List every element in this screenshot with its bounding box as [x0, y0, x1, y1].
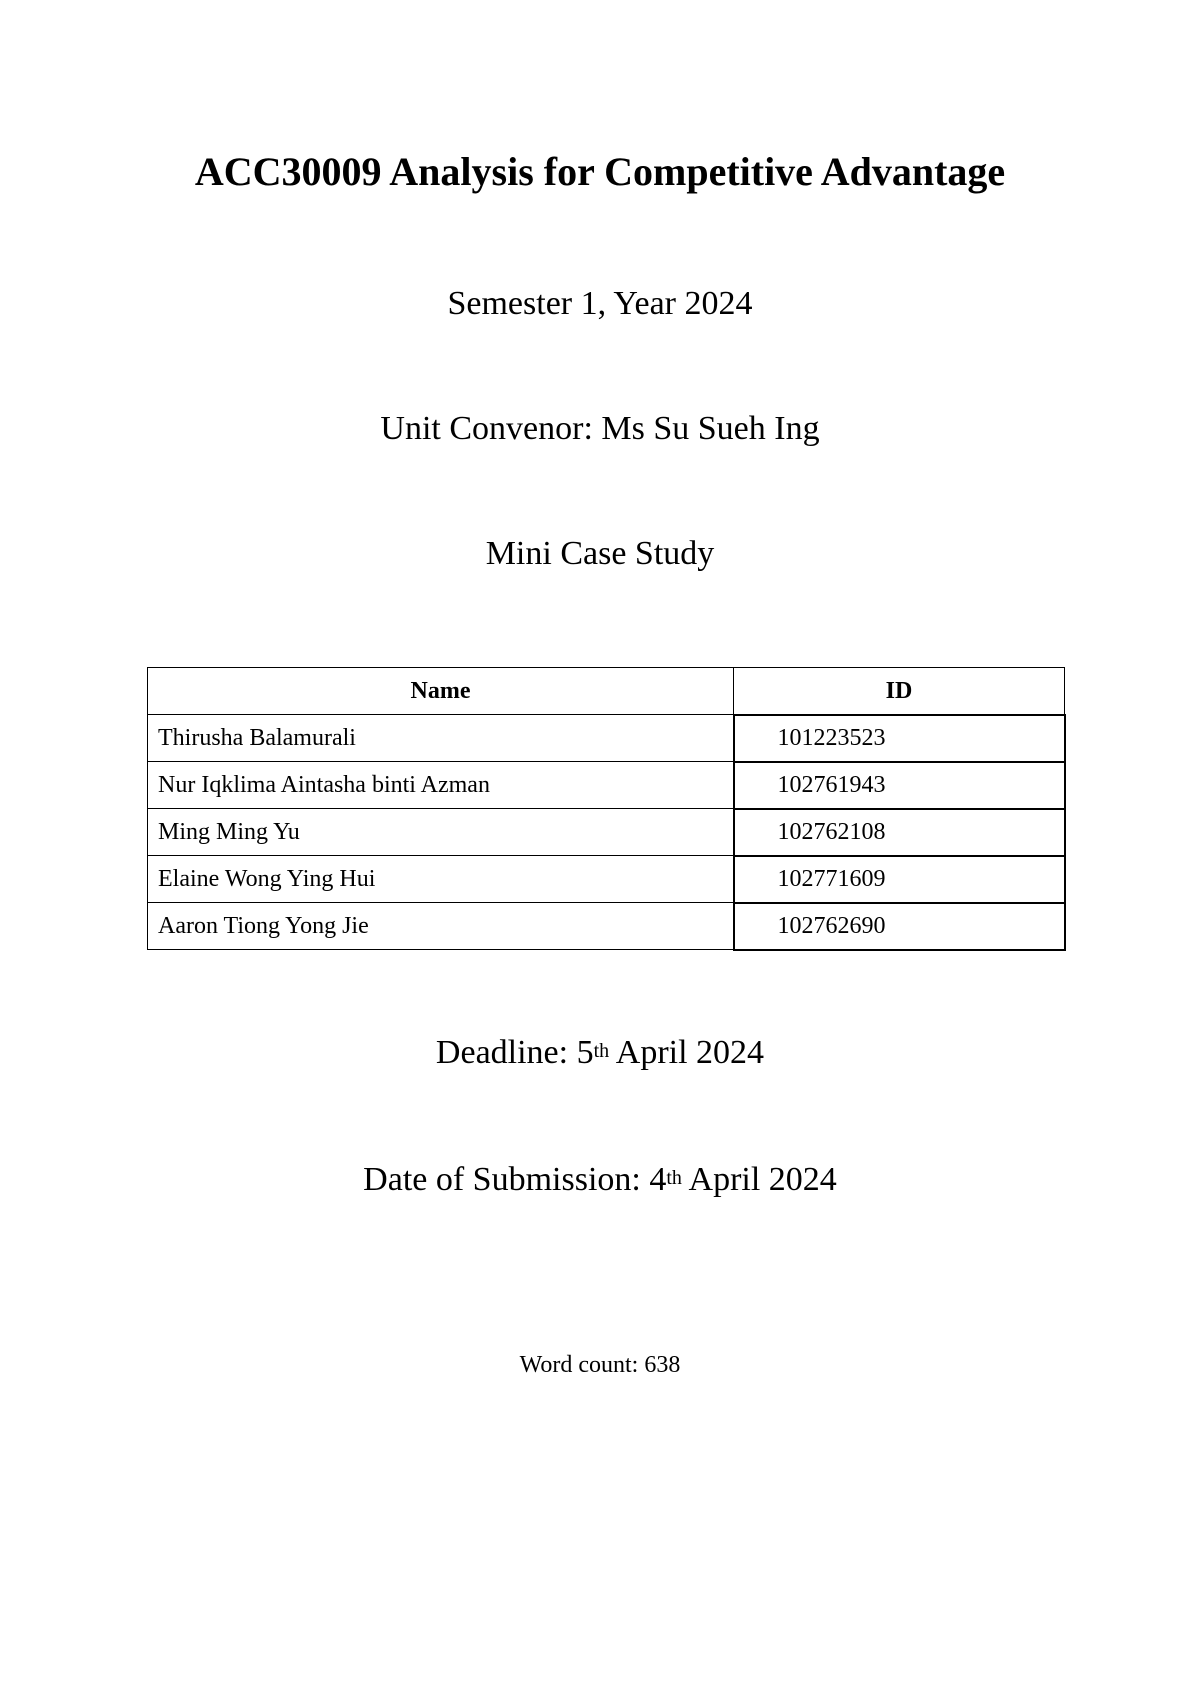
- submission-label: Date of Submission: 4: [363, 1161, 667, 1198]
- table-row: [148, 762, 1065, 809]
- member-name: Thirusha Balamurali: [148, 715, 734, 762]
- table-header-row: [148, 668, 1065, 715]
- table-row: [148, 715, 1065, 762]
- submission-date-line: [0, 1160, 1200, 1200]
- deadline-month-year: April 2024: [609, 1034, 765, 1071]
- member-name: Nur Iqklima Aintasha binti Azman: [148, 762, 734, 809]
- submission-ordinal-suffix: th: [666, 1167, 682, 1189]
- member-id: 102761943: [734, 762, 1065, 809]
- deadline-label: Deadline: 5: [435, 1034, 594, 1071]
- id-column-header: ID: [734, 668, 1065, 715]
- member-name: Elaine Wong Ying Hui: [148, 856, 734, 903]
- member-id: 102762108: [734, 809, 1065, 856]
- table-row: [148, 856, 1065, 903]
- document-title: ACC30009 Analysis for Competitive Advantage: [194, 149, 1006, 194]
- name-column-header: Name: [148, 668, 734, 715]
- member-id: 102771609: [734, 856, 1065, 903]
- deadline-ordinal-suffix: th: [593, 1040, 610, 1062]
- assignment-type-line: Mini Case Study: [485, 535, 715, 572]
- member-id: 101223523: [734, 715, 1065, 762]
- submission-month-year: April 2024: [681, 1161, 837, 1198]
- member-id: 102762690: [734, 903, 1065, 950]
- member-name: Ming Ming Yu: [148, 809, 734, 856]
- word-count: Word count: 638: [519, 1352, 681, 1378]
- unit-convenor-line: Unit Convenor: Ms Su Sueh Ing: [380, 410, 820, 447]
- table-row: [148, 903, 1065, 950]
- member-name: Aaron Tiong Yong Jie: [148, 903, 734, 950]
- semester-line: Semester 1, Year 2024: [447, 285, 753, 322]
- table-row: [148, 809, 1065, 856]
- deadline-line: [0, 1033, 1200, 1073]
- group-members-table: [147, 667, 1066, 951]
